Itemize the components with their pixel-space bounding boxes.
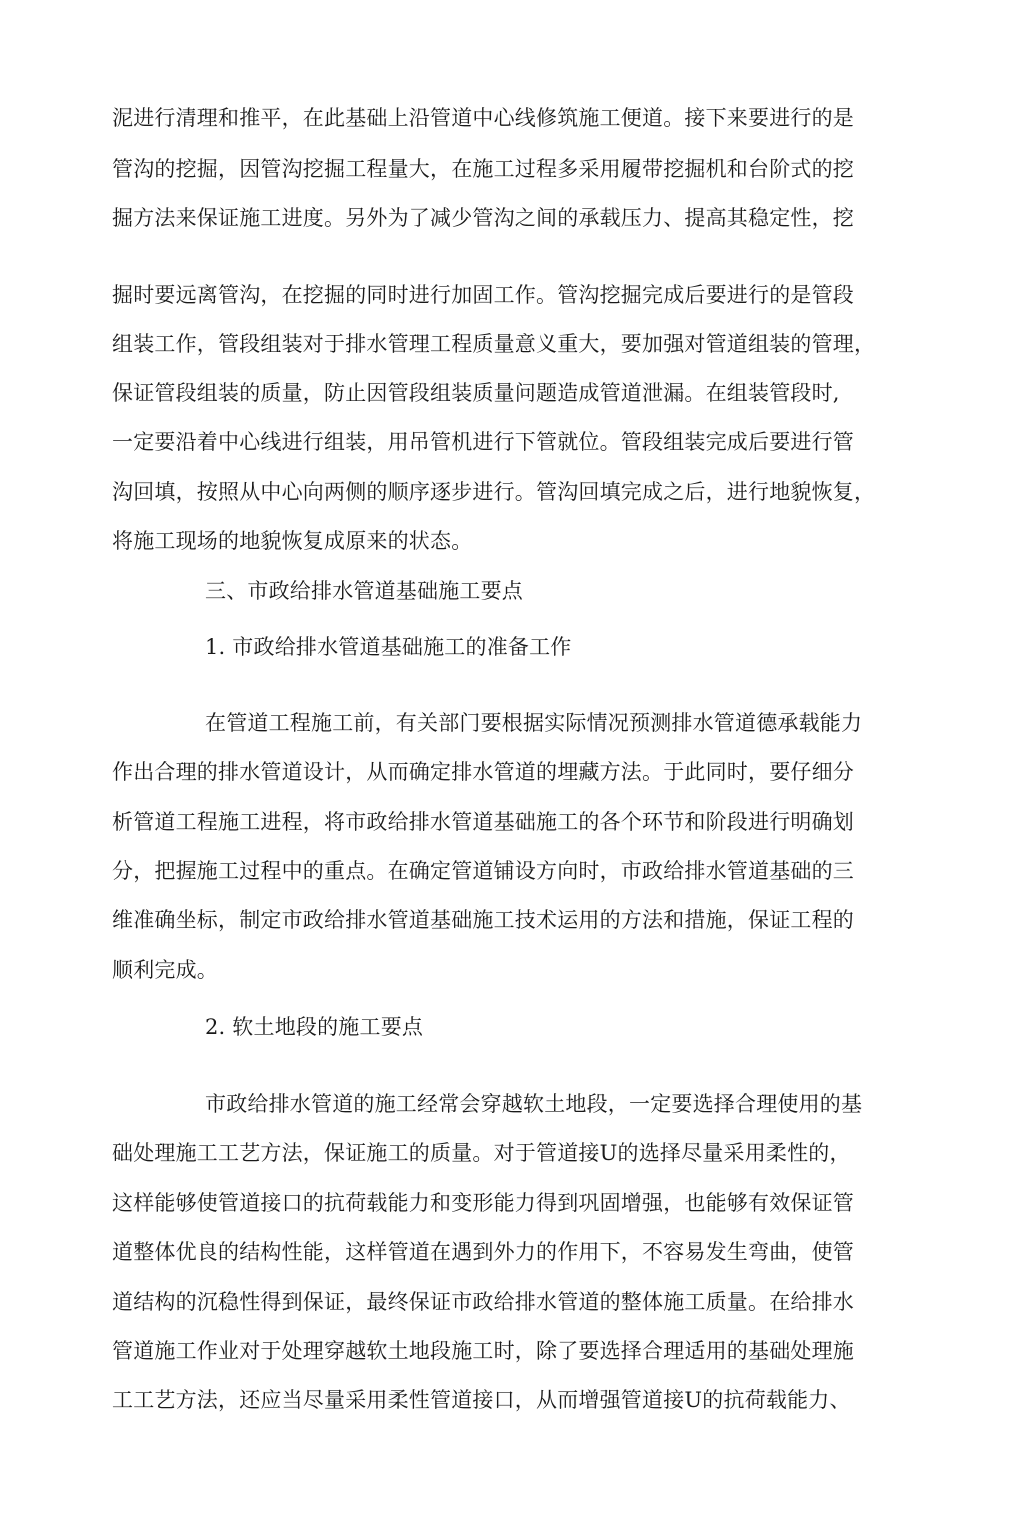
body-text-line: 管道施工作业对于处理穿越软土地段施工时，除了要选择合理适用的基础处理施: [112, 1339, 854, 1363]
body-text-line: 道结构的沉稳性得到保证，最终保证市政给排水管道的整体施工质量。在给排水: [112, 1290, 854, 1314]
body-text-line: 这样能够使管道接口的抗荷载能力和变形能力得到巩固增强，也能够有效保证管: [112, 1191, 854, 1215]
body-text-line: 掘时要远离管沟，在挖掘的同时进行加固工作。管沟挖掘完成后要进行的是管段: [112, 283, 854, 307]
body-text-line: 工工艺方法，还应当尽量采用柔性管道接口，从而增强管道接U的抗荷载能力、: [112, 1388, 851, 1412]
subsection-heading: 1. 市政给排水管道基础施工的准备工作: [205, 635, 572, 659]
body-text-line: 一定要沿着中心线进行组装，用吊管机进行下管就位。管段组装完成后要进行管: [112, 430, 854, 454]
subsection-heading: 2. 软土地段的施工要点: [205, 1015, 424, 1039]
section-heading: 三、市政给排水管道基础施工要点: [205, 579, 523, 603]
paragraph-first-line: 市政给排水管道的施工经常会穿越软土地段，一定要选择合理使用的基: [205, 1092, 863, 1116]
body-text-line: 维准确坐标，制定市政给排水管道基础施工技术运用的方法和措施，保证工程的: [112, 908, 854, 932]
body-text-line: 管沟的挖掘，因管沟挖掘工程量大，在施工过程多采用履带挖掘机和台阶式的挖: [112, 157, 854, 181]
body-text-line: 顺利完成。: [112, 958, 218, 982]
body-text-line: 组装工作，管段组装对于排水管理工程质量意义重大，要加强对管道组装的管理，: [112, 332, 876, 356]
paragraph-first-line: 在管道工程施工前，有关部门要根据实际情况预测排水管道德承载能力: [205, 711, 863, 735]
body-text-line: 掘方法来保证施工进度。另外为了减少管沟之间的承载压力、提高其稳定性，挖: [112, 206, 854, 230]
body-text-line: 分，把握施工过程中的重点。在确定管道铺设方向时，市政给排水管道基础的三: [112, 859, 854, 883]
body-text-line: 泥进行清理和推平，在此基础上沿管道中心线修筑施工便道。接下来要进行的是: [112, 106, 854, 130]
body-text-line: 保证管段组装的质量，防止因管段组装质量问题造成管道泄漏。在组装管段时,: [112, 381, 840, 405]
body-text-line: 作出合理的排水管道设计，从而确定排水管道的埋藏方法。于此同时，要仔细分: [112, 760, 854, 784]
body-text-line: 析管道工程施工进程，将市政给排水管道基础施工的各个环节和阶段进行明确划: [112, 810, 854, 834]
body-text-line: 沟回填，按照从中心向两侧的顺序逐步进行。管沟回填完成之后，进行地貌恢复，: [112, 480, 876, 504]
body-text-line: 础处理施工工艺方法，保证施工的质量。对于管道接U的选择尽量采用柔性的，: [112, 1141, 851, 1165]
body-text-line: 道整体优良的结构性能，这样管道在遇到外力的作用下，不容易发生弯曲，使管: [112, 1240, 854, 1264]
body-text-line: 将施工现场的地貌恢复成原来的状态。: [112, 529, 473, 553]
